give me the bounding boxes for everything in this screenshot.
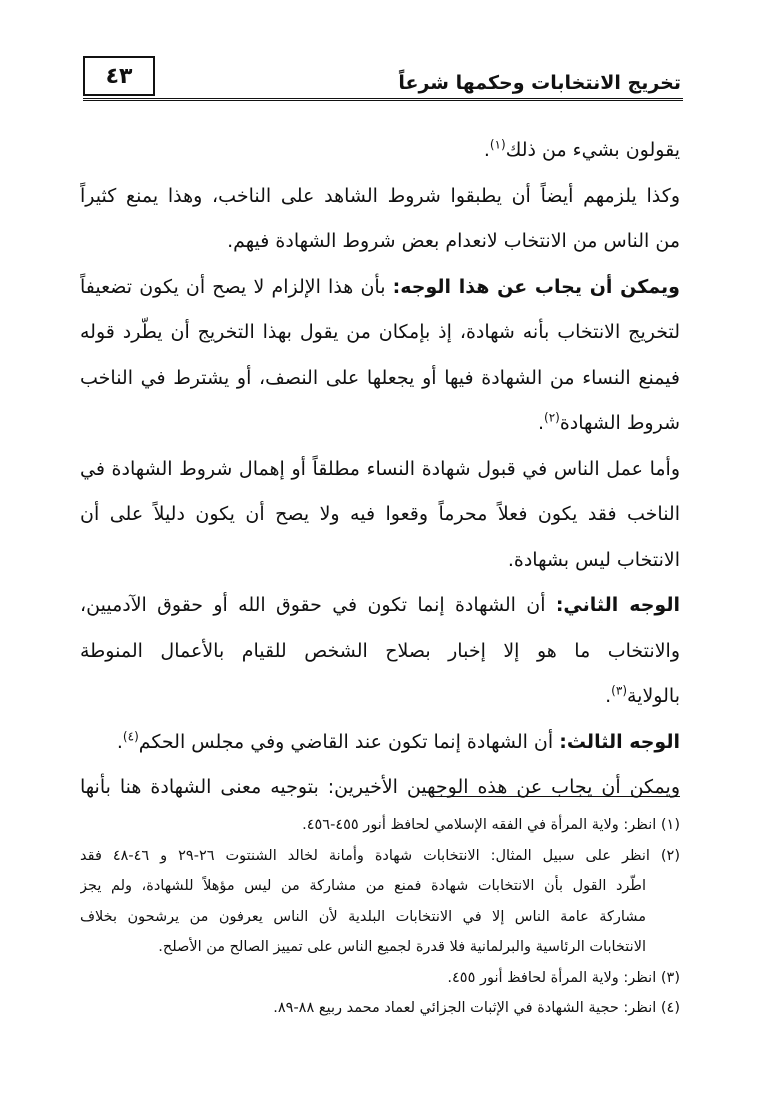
- text-line: يقولون بشيء من ذلك$^{(١)}$.: [483, 137, 680, 161]
- footnote-3: (٣) انظر: ولاية المرأة لحافظ أنور ٤٥٥.: [447, 969, 680, 986]
- page-number: ٤٣: [83, 56, 155, 96]
- main-text: [80, 128, 680, 811]
- text-line: وكذا يلزمهم أيضاً أن يطبقوا شروط الشاهد على الناخب، وهذا يمنع كثيراً: [80, 184, 680, 207]
- footnote-2: (٢) انظر على سبيل المثال: الانتخابات شهادة وأمانة لخالد الشنتوت ٢٦-٢٩ و ٤٦-٤٨ فقد: [80, 847, 680, 864]
- header-divider: [83, 98, 683, 105]
- text-line: والانتخاب ما هو إلا إخبار بصلاح الشخص للقيام بالأعمال المنوطة: [80, 639, 680, 662]
- text-line: من الناس من الانتخاب لانعدام بعض شروط الشهادة فيهم.: [227, 230, 680, 252]
- footnote-ref: (٤): [122, 729, 139, 744]
- footnote-4: (٤) انظر: حجية الشهادة في الإثبات الجزائي لعماد محمد ربيع ٨٨-٨٩.: [273, 1000, 680, 1016]
- text-line: الانتخاب ليس بشهادة.: [507, 548, 680, 571]
- footnote-2-cont: الانتخابات الرئاسية والبرلمانية فلا قدرة لجميع الناس على تمييز الصالح من الأصلح.: [158, 939, 646, 955]
- footnote-ref: (٢): [544, 410, 560, 425]
- text-line: ويمكن أن يجاب عن هذا الوجه: بأن هذا الإلزام لا يصح أن يكون تضعيفاً: [80, 275, 680, 298]
- footnote-1: (١) انظر: ولاية المرأة في الفقه الإسلامي لحافظ أنور ٤٥٥-٤٥٦.: [302, 817, 680, 833]
- text-line: الناخب فقد يكون فعلاً محرماً وقعوا فيه ولا يصح أن يكون دليلاً على أن: [80, 503, 680, 525]
- footnote-2-cont: اطّرد القول بأن الانتخابات شهادة فمنع من مشاركة من ليس مؤهلاً للشهادة، ولم يجز: [80, 878, 646, 894]
- text-line: الوجه الثاني: أن الشهادة إنما تكون في حقوق الله أو حقوق الآدميين،: [80, 594, 680, 616]
- text-line: ويمكن أن يجاب عن هذه الوجهين الأخيرين: بتوجيه معنى الشهادة هنا بأنها: [80, 776, 680, 798]
- text-line: الوجه الثالث: أن الشهادة إنما تكون عند القاضي وفي مجلس الحكم$^{(٤)}$.: [116, 729, 680, 753]
- bold-heading: الوجه الثاني:: [555, 594, 680, 616]
- text-line: لتخريج الانتخاب بأنه شهادة، إذ بإمكان من يقول بهذا التخريج أن يطّرد قوله: [80, 321, 680, 343]
- footnotes: [80, 810, 680, 1024]
- bold-heading: ويمكن أن يجاب عن هذا الوجه:: [392, 275, 680, 298]
- text-line: فيمنع النساء من الشهادة فيها أو يجعلها على النصف، أو يشترط في الناخب: [80, 366, 680, 389]
- bold-heading: الوجه الثالث:: [559, 730, 680, 753]
- footnote-ref: (١): [489, 137, 506, 152]
- text-line: شروط الشهادة$^{(٢)}$.: [537, 410, 680, 434]
- text-line: وأما عمل الناس في قبول شهادة النساء مطلقاً أو إهمال شروط الشهادة في: [80, 457, 680, 480]
- page-header: [83, 56, 683, 106]
- footnote-ref: (٣): [611, 683, 627, 698]
- footnote-2-cont: مشاركة عامة الناس إلا في الانتخابات البلدية لأن الناس يعرفون من يرشحون بخلاف: [80, 908, 646, 925]
- running-title: تخريج الانتخابات وحكمها شرعاً: [398, 72, 681, 94]
- text-line: بالولاية$^{(٣)}$.: [605, 683, 680, 707]
- footnote-divider: [430, 796, 680, 797]
